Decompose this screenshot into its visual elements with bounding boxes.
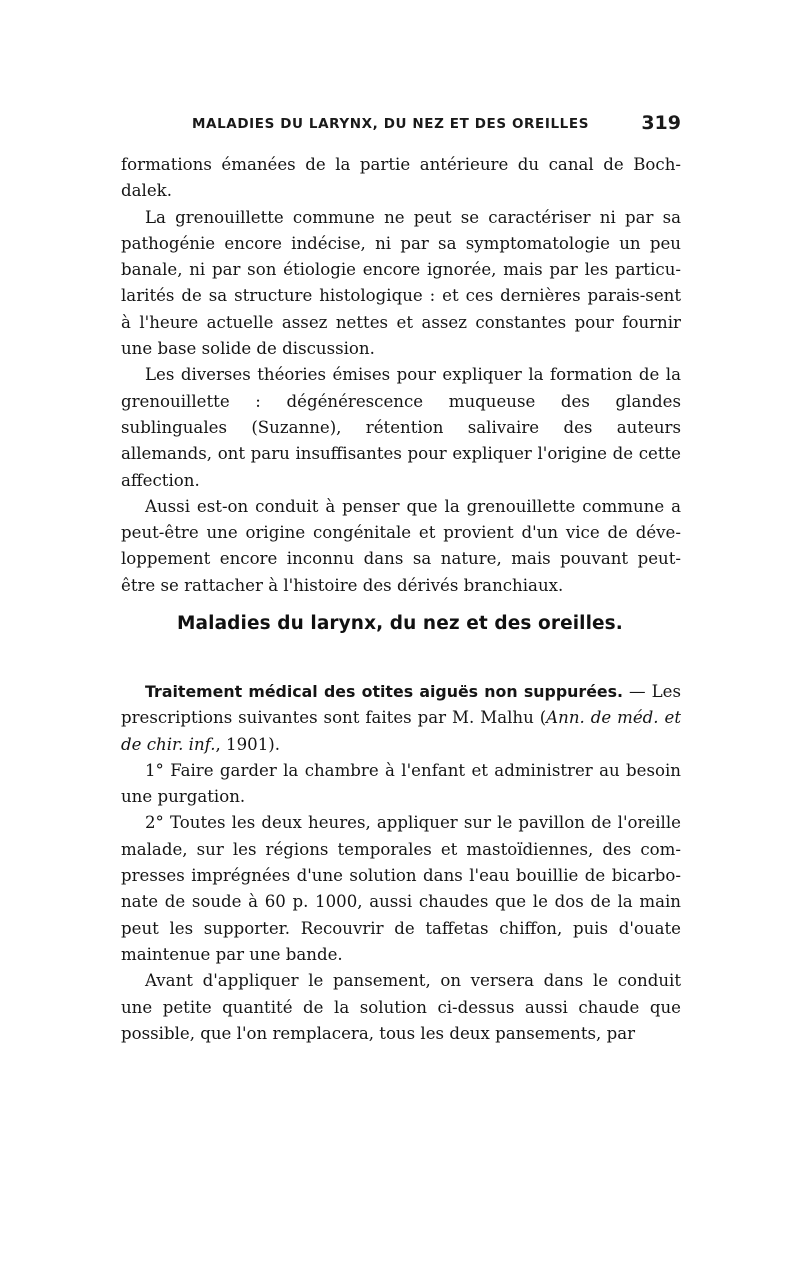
- paragraph: Avant d'appliquer le pansement, on versera dans le conduit une petite quantité de la solution ci-dessus aussi chaude que possible, que l'on remplacera, tous les deux pansements, par: [121, 971, 681, 1043]
- running-title: MALADIES DU LARYNX, DU NEZ ET DES OREILLES: [192, 116, 590, 132]
- paragraph: Les diverses théories émises pour expliquer la formation de la grenouillette : dégénérescence muqueuse des glandes sublinguales (Suzanne), rétention salivaire des auteurs allemands, ont paru insuffisantes pour expliquer l'origine de cette affection.: [121, 365, 681, 490]
- reference-tail: , 1901).: [215, 734, 281, 754]
- page-number: 319: [641, 112, 681, 134]
- paragraph: formations émanées de la partie antérieure du canal de Boch-dalek.: [121, 155, 681, 201]
- section-heading: Maladies du larynx, du nez et des oreilles.: [177, 613, 623, 634]
- paragraph: La grenouillette commune ne peut se caractériser ni par sa pathogénie encore indécise, ni par sa symptomatologie un peu banale, ni par son étiologie encore ignorée, mais par les particu-larités de sa structure histologique : et ces dernières parais-sent à l'heure actuelle assez nettes et assez constantes pour fournir une base solide de discussion.: [121, 207, 681, 359]
- paragraph: 1° Faire garder la chambre à l'enfant et administrer au besoin une purgation.: [121, 760, 681, 807]
- article-title: Traitement médical des otites aiguës non suppurées.: [145, 682, 624, 701]
- body-text-bottom: [121, 679, 681, 1047]
- page-header: [120, 112, 685, 142]
- paragraph: Aussi est-on conduit à penser que la grenouillette commune a peut-être une origine congénitale et provient d'un vice de déve-loppement encore inconnu dans sa nature, mais pouvant peut-être se rattacher à l'histoire des dérivés branchiaux.: [121, 496, 681, 595]
- body-text-top: [121, 152, 681, 599]
- paragraph: 2° Toutes les deux heures, appliquer sur le pavillon de l'oreille malade, sur les régions temporales et mastoïdiennes, des com-presses imprégnées d'une solution dans l'eau bouillie de bicarbo-nate de soude à 60 p. 1000, aussi chaudes que le dos de la main peut les supporter. Recouvrir de taffetas chiffon, puis d'ouate maintenue par une bande.: [121, 813, 681, 964]
- article-intro-paragraph: [121, 679, 681, 758]
- journal-reference: Ann. de méd. et de chir. inf.: [121, 708, 681, 754]
- article-intro-text: — Les prescriptions suivantes sont faites par M. Malhu (: [121, 682, 682, 728]
